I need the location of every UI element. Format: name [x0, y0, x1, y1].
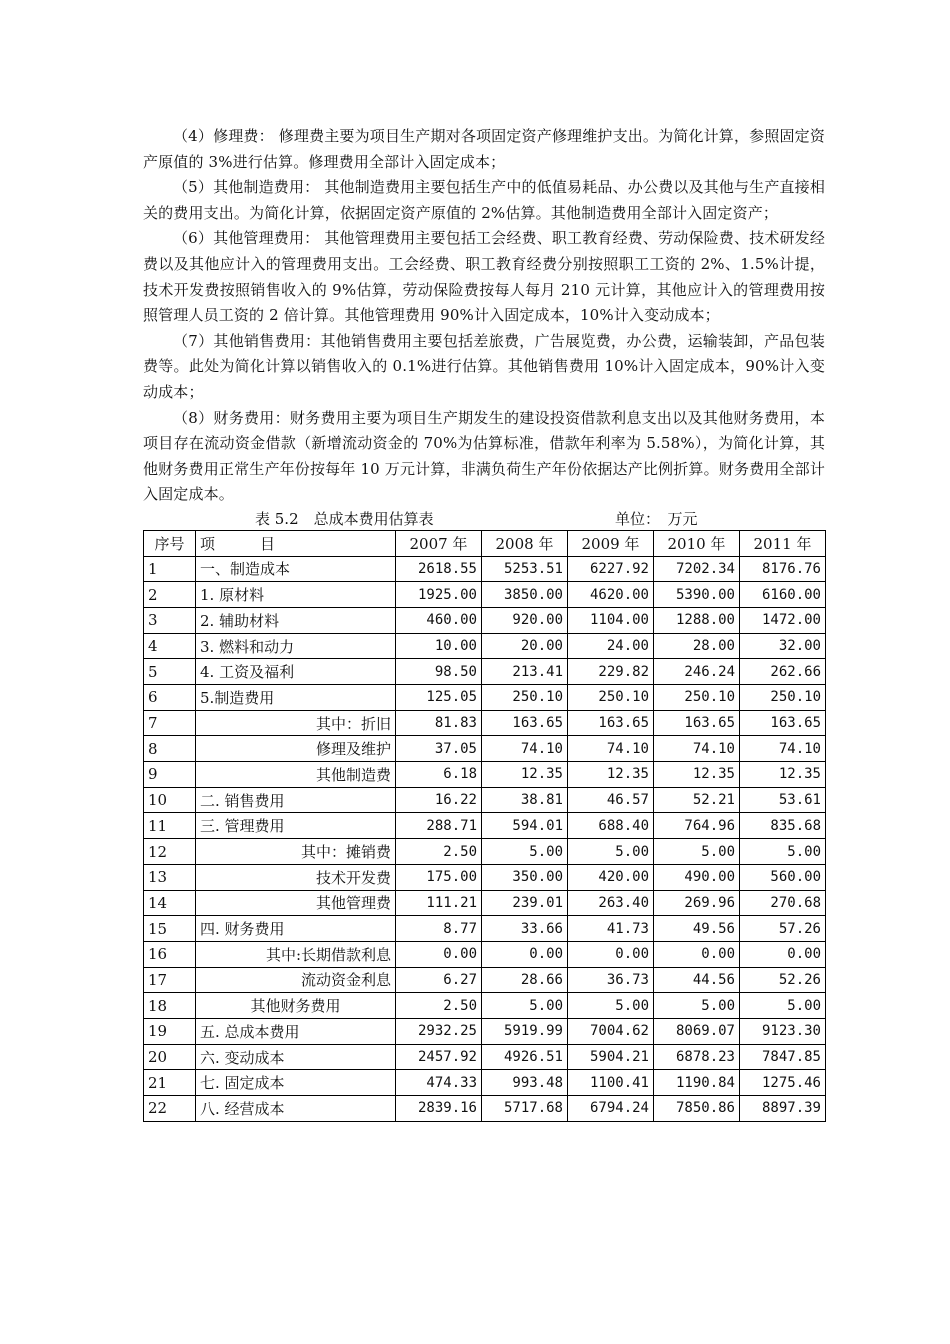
row-item-label: 八. 经营成本: [196, 1096, 396, 1122]
cell-value-2011: 8176.76: [740, 556, 826, 582]
cell-value-2011: 835.68: [740, 813, 826, 839]
table-row: [144, 710, 826, 736]
cell-value-2010: 246.24: [654, 659, 740, 685]
row-number: 1: [144, 556, 196, 582]
cell-value-2011: 262.66: [740, 659, 826, 685]
cell-value-2009: 12.35: [568, 762, 654, 788]
cell-value-2008: 250.10: [482, 685, 568, 711]
cell-value-2011: 560.00: [740, 864, 826, 890]
row-item-label: 四. 财务费用: [196, 916, 396, 942]
row-item-label: 其他制造费: [196, 762, 396, 788]
cell-value-2010: 44.56: [654, 967, 740, 993]
table-row: [144, 890, 826, 916]
table-row: [144, 839, 826, 865]
cell-value-2009: 41.73: [568, 916, 654, 942]
cell-value-2010: 7202.34: [654, 556, 740, 582]
table-row: [144, 659, 826, 685]
cell-value-2011: 270.68: [740, 890, 826, 916]
cell-value-2010: 5390.00: [654, 582, 740, 608]
cell-value-2008: 38.81: [482, 787, 568, 813]
cell-value-2010: 28.00: [654, 633, 740, 659]
table-row: [144, 1070, 826, 1096]
cell-value-2007: 2457.92: [396, 1044, 482, 1070]
cell-value-2008: 163.65: [482, 710, 568, 736]
cell-value-2007: 16.22: [396, 787, 482, 813]
cell-value-2009: 6227.92: [568, 556, 654, 582]
header-item: 项 目: [196, 530, 396, 556]
cell-value-2011: 1472.00: [740, 607, 826, 633]
cell-value-2009: 5.00: [568, 839, 654, 865]
cell-value-2008: 5919.99: [482, 1018, 568, 1044]
cell-value-2009: 5.00: [568, 993, 654, 1019]
header-2007: 2007 年: [396, 530, 482, 556]
cell-value-2009: 0.00: [568, 941, 654, 967]
row-number: 18: [144, 993, 196, 1019]
cell-value-2010: 6878.23: [654, 1044, 740, 1070]
cell-value-2011: 52.26: [740, 967, 826, 993]
cell-value-2011: 5.00: [740, 839, 826, 865]
row-number: 22: [144, 1096, 196, 1122]
row-number: 4: [144, 633, 196, 659]
row-number: 5: [144, 659, 196, 685]
cell-value-2007: 474.33: [396, 1070, 482, 1096]
row-item-label: 其他管理费: [196, 890, 396, 916]
cell-value-2010: 764.96: [654, 813, 740, 839]
cell-value-2008: 920.00: [482, 607, 568, 633]
cell-value-2011: 163.65: [740, 710, 826, 736]
cell-value-2010: 163.65: [654, 710, 740, 736]
table-row: [144, 607, 826, 633]
cell-value-2010: 74.10: [654, 736, 740, 762]
cell-value-2010: 0.00: [654, 941, 740, 967]
paragraph-financial-fee: （8）财务费用：财务费用主要为项目生产期发生的建设投资借款利息支出以及其他财务费用，本项目存在流动资金借款（新增流动资金的 70%为估算标准，借款年利率为 5.58%），为简化计算，其他财务费用正常生产年份按每年 10 万元计算，非满负荷生产年份依据达产比例折算。财务费用全部计入固定成本。: [143, 408, 825, 504]
paragraph-other-management: （6）其他管理费用： 其他管理费用主要包括工会经费、职工教育经费、劳动保险费、技术研发经费以及其他应计入的管理费用支出。工会经费、职工教育经费分别按照职工工资的 2%、1.5%计提，技术开发费按照销售收入的 9%估算，劳动保险费按每人每月 210 元计算，其他应计入的管理费用按照管理人员工资的 2 倍计算。其他管理费用 90%计入固定成本，10%计入变动成本；: [143, 229, 825, 325]
row-number: 14: [144, 890, 196, 916]
cell-value-2007: 81.83: [396, 710, 482, 736]
row-number: 6: [144, 685, 196, 711]
table-caption-line: [143, 508, 825, 530]
header-no: 序号: [144, 530, 196, 556]
table-row: [144, 582, 826, 608]
table-row: [144, 941, 826, 967]
cell-value-2008: 12.35: [482, 762, 568, 788]
row-item-label: 其中：摊销费: [196, 839, 396, 865]
cell-value-2008: 594.01: [482, 813, 568, 839]
row-number: 19: [144, 1018, 196, 1044]
cell-value-2011: 0.00: [740, 941, 826, 967]
cell-value-2009: 420.00: [568, 864, 654, 890]
cell-value-2009: 74.10: [568, 736, 654, 762]
table-row: [144, 993, 826, 1019]
table-row: [144, 633, 826, 659]
cell-value-2009: 1100.41: [568, 1070, 654, 1096]
cell-value-2010: 12.35: [654, 762, 740, 788]
cell-value-2010: 1190.84: [654, 1070, 740, 1096]
cell-value-2007: 98.50: [396, 659, 482, 685]
header-2009: 2009 年: [568, 530, 654, 556]
row-item-label: 其他财务费用: [196, 993, 396, 1019]
cell-value-2008: 0.00: [482, 941, 568, 967]
cell-value-2007: 125.05: [396, 685, 482, 711]
header-2008: 2008 年: [482, 530, 568, 556]
table-row: [144, 1096, 826, 1122]
cell-value-2010: 8069.07: [654, 1018, 740, 1044]
cell-value-2007: 2.50: [396, 993, 482, 1019]
cell-value-2010: 5.00: [654, 839, 740, 865]
cell-value-2010: 269.96: [654, 890, 740, 916]
cell-value-2009: 5904.21: [568, 1044, 654, 1070]
cell-value-2008: 74.10: [482, 736, 568, 762]
table-row: [144, 916, 826, 942]
cell-value-2009: 263.40: [568, 890, 654, 916]
cell-value-2011: 53.61: [740, 787, 826, 813]
document-page: [143, 124, 825, 1122]
cell-value-2008: 993.48: [482, 1070, 568, 1096]
row-number: 9: [144, 762, 196, 788]
paragraph-other-manufacturing: （5）其他制造费用： 其他制造费用主要包括生产中的低值易耗品、办公费以及其他与生产直接相关的费用支出。为简化计算，依据固定资产原值的 2%估算。其他制造费用全部计入固定资产；: [143, 178, 825, 222]
row-item-label: 六. 变动成本: [196, 1044, 396, 1070]
row-item-label: 其中:长期借款利息: [196, 941, 396, 967]
row-item-label: 一、制造成本: [196, 556, 396, 582]
table-unit: 单位： 万元: [615, 509, 698, 528]
cell-value-2009: 250.10: [568, 685, 654, 711]
row-item-label: 4. 工资及福利: [196, 659, 396, 685]
cell-value-2009: 229.82: [568, 659, 654, 685]
cell-value-2008: 5.00: [482, 993, 568, 1019]
cell-value-2009: 163.65: [568, 710, 654, 736]
row-number: 17: [144, 967, 196, 993]
cell-value-2010: 7850.86: [654, 1096, 740, 1122]
cell-value-2009: 46.57: [568, 787, 654, 813]
row-item-label: 修理及维护: [196, 736, 396, 762]
row-item-label: 2. 辅助材料: [196, 607, 396, 633]
cell-value-2008: 33.66: [482, 916, 568, 942]
cell-value-2008: 20.00: [482, 633, 568, 659]
cell-value-2008: 213.41: [482, 659, 568, 685]
row-number: 11: [144, 813, 196, 839]
cell-value-2007: 10.00: [396, 633, 482, 659]
paragraph-other-sales: （7）其他销售费用：其他销售费用主要包括差旅费，广告展览费，办公费，运输装卸，产品包装费等。此处为简化计算以销售收入的 0.1%进行估算。其他销售费用 10%计入固定成本，90%计入变动成本；: [143, 331, 825, 401]
row-item-label: 技术开发费: [196, 864, 396, 890]
cell-value-2011: 12.35: [740, 762, 826, 788]
cell-value-2007: 2839.16: [396, 1096, 482, 1122]
table-row: [144, 556, 826, 582]
row-item-label: 流动资金利息: [196, 967, 396, 993]
cell-value-2007: 175.00: [396, 864, 482, 890]
cell-value-2007: 2618.55: [396, 556, 482, 582]
cell-value-2008: 4926.51: [482, 1044, 568, 1070]
cell-value-2011: 9123.30: [740, 1018, 826, 1044]
cell-value-2010: 5.00: [654, 993, 740, 1019]
row-number: 10: [144, 787, 196, 813]
table-header-row: [144, 530, 826, 556]
paragraph-repair-fee: （4）修理费： 修理费主要为项目生产期对各项固定资产修理维护支出。为简化计算，参照固定资产原值的 3%进行估算。修理费用全部计入固定成本；: [143, 127, 825, 171]
cell-value-2007: 6.27: [396, 967, 482, 993]
cell-value-2008: 239.01: [482, 890, 568, 916]
cell-value-2008: 5717.68: [482, 1096, 568, 1122]
cell-value-2007: 2932.25: [396, 1018, 482, 1044]
row-number: 21: [144, 1070, 196, 1096]
row-item-label: 5.制造费用: [196, 685, 396, 711]
cell-value-2007: 1925.00: [396, 582, 482, 608]
cell-value-2010: 52.21: [654, 787, 740, 813]
cell-value-2011: 6160.00: [740, 582, 826, 608]
row-number: 16: [144, 941, 196, 967]
table-row: [144, 685, 826, 711]
cell-value-2009: 4620.00: [568, 582, 654, 608]
cell-value-2009: 7004.62: [568, 1018, 654, 1044]
cell-value-2011: 8897.39: [740, 1096, 826, 1122]
row-item-label: 二. 销售费用: [196, 787, 396, 813]
cell-value-2011: 57.26: [740, 916, 826, 942]
cell-value-2011: 7847.85: [740, 1044, 826, 1070]
row-number: 12: [144, 839, 196, 865]
cell-value-2011: 1275.46: [740, 1070, 826, 1096]
cell-value-2010: 1288.00: [654, 607, 740, 633]
row-number: 7: [144, 710, 196, 736]
table-row: [144, 864, 826, 890]
cell-value-2011: 5.00: [740, 993, 826, 1019]
cell-value-2010: 250.10: [654, 685, 740, 711]
table-row: [144, 1044, 826, 1070]
cell-value-2007: 2.50: [396, 839, 482, 865]
row-number: 13: [144, 864, 196, 890]
cell-value-2011: 32.00: [740, 633, 826, 659]
table-row: [144, 1018, 826, 1044]
cell-value-2007: 37.05: [396, 736, 482, 762]
cell-value-2008: 350.00: [482, 864, 568, 890]
table-caption: 表 5.2 总成本费用估算表: [255, 509, 434, 528]
row-number: 2: [144, 582, 196, 608]
row-item-label: 1. 原材料: [196, 582, 396, 608]
cell-value-2007: 0.00: [396, 941, 482, 967]
table-body: [144, 556, 826, 1121]
cost-estimate-table: [143, 530, 826, 1122]
cell-value-2007: 8.77: [396, 916, 482, 942]
cell-value-2009: 24.00: [568, 633, 654, 659]
row-item-label: 七. 固定成本: [196, 1070, 396, 1096]
cell-value-2010: 49.56: [654, 916, 740, 942]
row-number: 3: [144, 607, 196, 633]
row-number: 8: [144, 736, 196, 762]
cell-value-2009: 688.40: [568, 813, 654, 839]
cell-value-2011: 74.10: [740, 736, 826, 762]
cell-value-2007: 460.00: [396, 607, 482, 633]
cell-value-2008: 5253.51: [482, 556, 568, 582]
cell-value-2007: 6.18: [396, 762, 482, 788]
cell-value-2008: 5.00: [482, 839, 568, 865]
header-2011: 2011 年: [740, 530, 826, 556]
header-2010: 2010 年: [654, 530, 740, 556]
cell-value-2007: 111.21: [396, 890, 482, 916]
row-number: 15: [144, 916, 196, 942]
row-number: 20: [144, 1044, 196, 1070]
table-row: [144, 787, 826, 813]
cell-value-2008: 28.66: [482, 967, 568, 993]
cell-value-2008: 3850.00: [482, 582, 568, 608]
cell-value-2010: 490.00: [654, 864, 740, 890]
table-row: [144, 813, 826, 839]
row-item-label: 三. 管理费用: [196, 813, 396, 839]
table-row: [144, 762, 826, 788]
table-row: [144, 736, 826, 762]
row-item-label: 其中：折旧: [196, 710, 396, 736]
cell-value-2009: 36.73: [568, 967, 654, 993]
table-row: [144, 967, 826, 993]
cell-value-2007: 288.71: [396, 813, 482, 839]
row-item-label: 3. 燃料和动力: [196, 633, 396, 659]
cell-value-2009: 1104.00: [568, 607, 654, 633]
cell-value-2009: 6794.24: [568, 1096, 654, 1122]
cell-value-2011: 250.10: [740, 685, 826, 711]
row-item-label: 五. 总成本费用: [196, 1018, 396, 1044]
